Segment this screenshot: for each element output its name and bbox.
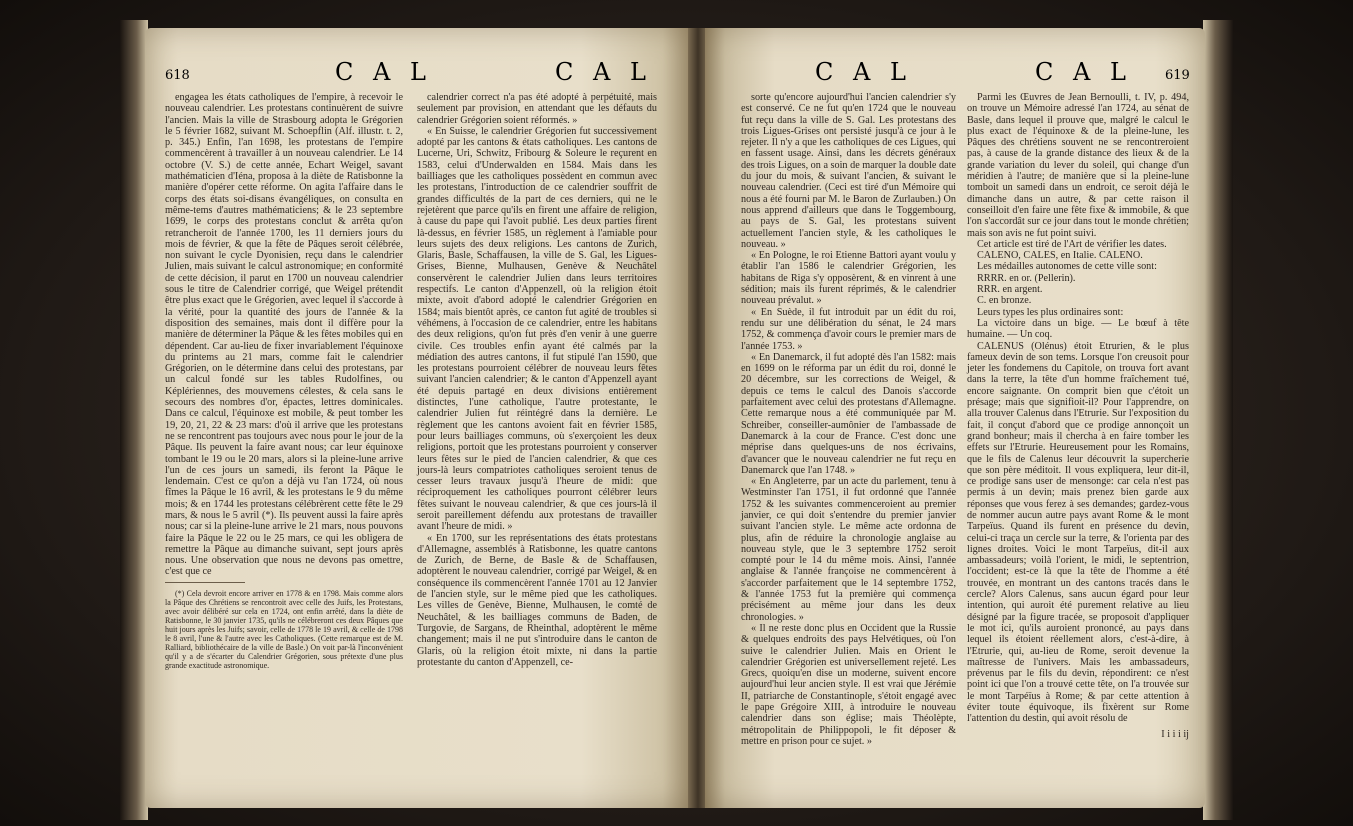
running-head: C A L: [335, 58, 432, 86]
paragraph: « En Suisse, le calendrier Grégorien fut successivement adopté par les cantons & états catholiques. Les cantons de Lucerne, Uri, Schwitz, Fribourg & Soleure le reçurent en 1583, celui d'Underwalden en 1584. Mais dans les bailliages que les catholiques possèdent en commun avec les protestans, l'introduction de ce calendrier souffrit de grandes difficultés de la part de ces derniers, qui ne le rejetèrent que parce qu'ils en firent une affaire de religion, à cause du pape qui l'avoit publié. Les deux parties firent là-dessus, en février 1585, un règlement à l'amiable pour leurs sujets des deux religions. Les cantons de Zurich, Glaris, Basle, Schaffausen, la ville de S. Gal, les Ligues-Grises, Bienne, Mulhausen, Genève & Neuchâtel conservèrent le calendrier Julien dans leurs territoires respectifs. Le canton d'Appenzell, où la religion étoit mixte, avoit d'abord adopté le calendrier Grégorien en 1584; mais bientôt après, ce canton fut agité de troubles si véhémens, à l'occasion de ce calendrier, entre les habitans des deux religions, qu'on fut près d'en venir à une guerre civile. Ces troubles enfin ayant été calmés par la médiation des autres cantons, il fut stipulé l'an 1590, que les protestans pourroient célébrer de nouveau leurs fêtes suivant l'ancien calendrier; & le canton d'Appenzell ayant été depuis partagé en deux divisions entièrement distinctes, l'une catholique, l'autre protestante, le calendrier Julien fut réintégré dans la dernière. Le règlement que les cantons avoient fait en février 1585, pour leurs bailliages communs, où s'exerçoient les deux religions, portoit que les protestans pourroient y conserver leurs fêtes sur le pied de l'ancien calendrier, & que ces jours-là leurs compatriotes catholiques seroient tenus de cesser leurs travaux jusqu'à l'heure de midi: que réciproquement les catholiques pourront célébrer leurs fêtes suivant le nouveau calendrier, & que ces jours-là il seroit pareillement défendu aux protestans de travailler avant l'heure de midi. »: [417, 125, 657, 533]
paragraph: Les médailles autonomes de cette ville sont:: [977, 261, 1157, 273]
paragraph: calendrier correct n'a pas été adopté à perpétuité, mais seulement par provision, en attendant que les défauts du calendrier Grégorien soient réformés. »: [417, 92, 657, 126]
paragraph: « En 1700, sur les représentations des états protestans d'Allemagne, assemblés à Ratisbonne, les quatre cantons de Zurich, de Berne, de Basle & de Schaffausen, adoptèrent le nouveau calendrier, corrigé par Weigel, & en conséquence ils commencèrent l'année 1701 au 12 Janvier de l'ancien style, sur le même pied que les catholiques. Les villes de Genève, Bienne, Mulhausen, le comté de Neuchâtel, & les bailliages communs de Baden, de Turgovie, de Sargans, de Rheinthal, adoptèrent le même changement; mais il ne put s'introduire dans le canton de Glaris, où la religion étoit mixte, ni dans la partie protestante du canton d'Appenzell, ce-: [417, 532, 657, 668]
paragraph: « En Danemarck, il fut adopté dès l'an 1582: mais en 1699 on le réforma par un édit du roi, donné le 20 décembre, sur les corrections de Weigel, & depuis ce tems le calcul des Danois s'accorde parfaitement avec celui des protestans d'Allemagne. Cette remarque nous a été communiquée par M. Schreiber, conseiller-aumônier de l'ambassade de Danemarck à la cour de France. C'est donc une méprise dans quelques-uns de nos écrivains, d'avancer que le nouveau calendrier ne fut reçu en Danemarck que l'an 1748. »: [741, 351, 956, 476]
paragraph: « En Suède, il fut introduit par un édit du roi, rendu sur une délibération du sénat, le 24 mars 1752, & commença d'avoir cours le premier mars de l'année 1753. »: [741, 306, 956, 352]
paragraph: « En Pologne, le roi Etienne Battori ayant voulu y établir l'an 1586 le calendrier Grégorien, les habitans de Riga s'y opposèrent, & en vinrent à une sédition; mais ils furent réprimés, & le calendrier nouveau prévalut. »: [741, 250, 956, 307]
page-number: 618: [165, 68, 190, 83]
list-item: C. en bronze.: [977, 295, 1032, 307]
running-head: C A L: [1035, 58, 1132, 86]
paragraph: « En Angleterre, par un acte du parlement, tenu à Westminster l'an 1751, il fut ordonné que l'année 1752 & les suivantes commenceroient au premier janvier, ce qui doit s'entendre du premier janvier suivant l'ancien style. Le même acte ordonna de plus, afin de réduire la chronologie anglaise au nouveau style, que le 3 septembre 1752 seroit compté pour le 14 du même mois. Ainsi, l'année anglaise & l'année françoise ne commencèrent à s'accorder parfaitement que le 14 septembre 1752, & l'année 1753 fut la première qui commença précisément au même jour dans les deux chronologies. »: [741, 476, 956, 623]
paragraph: CALENUS (Olénus) étoit Etrurien, & le plus fameux devin de son tems. Lorsque l'on creusoit pour jeter les fondemens du Capitole, on trouva fort avant dans la terre, la tête d'un homme fraîchement tué, encore saignante. On comprit bien que c'étoit un présage; mais que signifioit-il? Pour l'apprendre, on alla trouver Calenus dans l'Etrurie. Sur l'exposition du fait, il conçut d'abord que ce prodige annonçoit un grand bonheur; mais il chercha à en faire tomber les effets sur l'Etrurie. Heureusement pour les Romains, que le fils de Calenus leur découvrit la supercherie que son père méditoit. Il vous expliquera, leur dit-il, ce prodige sans user de mensonge: car cela n'est pas permis à un devin; mais prenez bien garde aux réponses que vous ferez à ses demandes; gardez-vous de nommer aucun autre pays avant Rome & le mont Tarpeïus. Quand ils furent en présence du devin, celui-ci traça un cercle sur la terre, & l'orienta par des lignes droites. Voici le mont Tarpeïus, dit-il aux ambassadeurs; voilà l'orient, le midi, le septentrion, l'occident; est-ce là que la tête de l'homme a été trouvée, en montrant un des cantons tracés dans le cercle? Alors Calenus, sans aucun égard pour leur intention, qui auroit été purement relative au lieu désigné par la figure tracée, se proposoit d'appliquer le mot ici, qu'ils auroient prononcé, au pays dans lequel ils étoient réellement alors, c'est-à-dire, à l'Etrurie, qui, au-lieu de Rome, seroit devenue la maîtresse de l'univers. Mais les ambassadeurs, prévenus par le fils du devin, répondirent: ce n'est point ici que l'on a trouvé cette tête, on l'a trouvée sur le mont Tarpéïus à Rome; & par cette attention à éviter toute équivoque, ils fixèrent sur Rome l'attention du destin, qui avoit résolu de: [967, 340, 1189, 725]
footnote-rule: [165, 582, 245, 583]
right-book-edge: [1203, 20, 1233, 820]
list-item: RRRR. en or. (Pellerin).: [977, 272, 1076, 284]
entry-heading: CALENO, CALES, en Italie. CALENO.: [977, 250, 1143, 262]
paragraph: Leurs types les plus ordinaires sont:: [977, 306, 1124, 318]
paragraph: « Il ne reste donc plus en Occident que la Russie & quelques endroits des pays Helvétiques, où l'on suive le calendrier Julien. Mais en Orient le calendrier Grégorien est universellement rejeté. Les Grecs, quoiqu'en dise un moderne, suivent encore aujourd'hui leur ancien style. Il est vrai que Jérémie II, patriarche de Constantinople, s'étoit engagé avec le pape Grégoire XIII, à introduire le nouveau calendrier dans son église; mais Théolèpte, métropolitain de Philippopoli, le fit déposer & mettre en prison pour ce sujet. »: [741, 622, 956, 747]
left-column-2: [417, 92, 657, 668]
paragraph: engagea les états catholiques de l'empire, à recevoir le nouveau calendrier. Les protestans continuèrent de suivre l'ancien. Mais la ville de Strasbourg adopta le Grégorien le 5 février 1682, suivant M. Schoepflin (Alf. illustr. t. 2, p. 345.) Enfin, l'an 1698, les protestans de l'empire commencèrent à travailler à un nouveau calendrier. Le 14 octobre (V. S.) de cette année, Echart Weigel, savant mathématicien d'Iéna, proposa à la diète de Ratisbonne la manière d'opérer cette réforme. On agita l'affaire dans le corps des états soi-disans évangéliques, on consulta en même-tems d'autres mathématiciens; & le 23 septembre 1699, le corps des protestans conclut & arrêta qu'on retrancheroit de l'année 1700, les 11 derniers jours du mois de février, & que la fête de Pâques seroit célébrée, non suivant le cycle Dyonisien, reçu dans le calendrier Julien, mais suivant le calcul astronomique; en conformité de cette décision, il parut en 1700 un nouveau calendrier sous le titre de Calendrier corrigé, que Weigel prétendit être plus exact que le Grégorien, avec lequel il s'accorde à la vérité, pour la quantité des jours de l'année & la disposition des semaines, mais dont il diffère pour la manière de déterminer la Pâque & les fêtes mobiles qui en dépendent. Car au-lieu de fixer invariablement l'équinoxe du printems au 21 mars, comme fait le calendrier Grégorien, on le détermine dans celui des protestans, par un calcul fondé sur les tables Rudolfines, ou Képlériennes, des mouvemens célestes, & cela sans le secours des nombres d'or, épactes, lettres dominicales. Dans ce calcul, l'équinoxe est mobile, & peut tomber les 19, 20, 21, 22 & 23 mars: d'où il arrive que les protestans ne se rencontrent pas toujours avec nous pour le jour de la Pâque. Ils peuvent la faire avant nous; car leur équinoxe tombant le 19 ou le 20 mars, alors si la pleine-lune arrive l'un de ces jours un samedi, ils feront la Pâque le lendemain. C'est ce qu'on a déjà vu l'an 1724, où nous fîmes la Pâque le 16 avril, & les protestans le 9 du même mois; & en 1744 les protestans célébrèrent cette fête le 29 mars, & nous le 5 avril (*). Ils peuvent aussi la faire après nous; car si la pleine-lune arrive le 21 mars, nous pouvons faire la Pâque le 22 ou le 25 mars, ce qui les obligera de remettre la Pâque au dimanche suivant, sept jours après nous. Une observation que nous ne devons pas omettre, c'est que ce: [165, 92, 403, 578]
signature-mark: I i i i ij: [1161, 728, 1189, 740]
running-head: C A L: [815, 58, 912, 86]
list-item: RRR. en argent.: [977, 284, 1043, 296]
right-page: [705, 28, 1205, 808]
left-page: [145, 28, 690, 808]
paragraph: sorte qu'encore aujourd'hui l'ancien calendrier s'y est conservé. Ce ne fut qu'en 1724 que le nouveau fut reçu dans la ville de S. Gal. Les protestans des trois Ligues-Grises ont persisté jusqu'à ce jour à le rejeter. Il n'y a que les catholiques de ces Ligues, qui en fassent usage. Ainsi, dans les décrets généraux des trois Ligues, on a soin de marquer la double date du jour du mois, & suivant l'ancien, & suivant le nouveau calendrier. (Ceci est tiré d'un Mémoire qui nous a été fourni par M. le Baron de Zurlauben.) On nous apprend d'ailleurs que dans le Toggembourg, au pays de S. Gal, les protestans suivent actuellement l'ancien style, & les catholiques le nouveau. »: [741, 92, 956, 250]
running-head: C A L: [555, 58, 652, 86]
right-column-2: [967, 92, 1189, 740]
paragraph: La victoire dans un bige. — Le bœuf à tête humaine. — Un coq.: [967, 317, 1189, 341]
right-column-1: [741, 92, 956, 747]
left-column-1: [165, 92, 403, 670]
footnote: (*) Cela devroit encore arriver en 1778 & en 1798. Mais comme alors la Pâque des Chrétiens se rencontroit avec celle des Juifs, les Protestans, avec avoir délibéré sur cela en 1724, ont enfin arrêté, dans la diète de Ratisbonne, le 30 janvier 1735, qu'ils ne célébreront ces deux Pâques que huit jours après les Juifs; savoir, celle de 1778 le 19 avril, & celle de 1798 le 8 avril, l'une & l'autre avec les Catholiques. (Cette remarque est de M. Ralliard, bibliothécaire de la ville de Basle.) On voit par-là l'inconvénient qu'il y a de s'écarter du Calendrier Grégorien, sous prétexte d'une plus grande exactitude astronomique.: [165, 588, 403, 670]
paragraph: Cet article est tiré de l'Art de vérifier les dates.: [977, 238, 1167, 250]
paragraph: Parmi les Œuvres de Jean Bernoulli, t. IV, p. 494, on trouve un Mémoire adressé l'an 1724, au sénat de Basle, dans lequel il prouve que, malgré le calcul le plus exact de l'équinoxe & de la pleine-lune, les Pâques des chrétiens souvent ne se rencontreroient pas, à cause de la grande distance des lieux & de la grande variation du lever du soleil, qui change d'un méridien à l'autre; de manière que si la pleine-lune tomboit un samedi dans un endroit, ce seroit déjà le dimanche dans un autre, & par cette raison il conseilloit d'en faire une fête fixe & immobile, & que l'on s'accordât sur ce jour dans tout le monde chrétien; mais son avis ne fut point suivi.: [967, 92, 1189, 239]
left-book-edge: [120, 20, 148, 820]
page-number: 619: [1165, 68, 1190, 83]
